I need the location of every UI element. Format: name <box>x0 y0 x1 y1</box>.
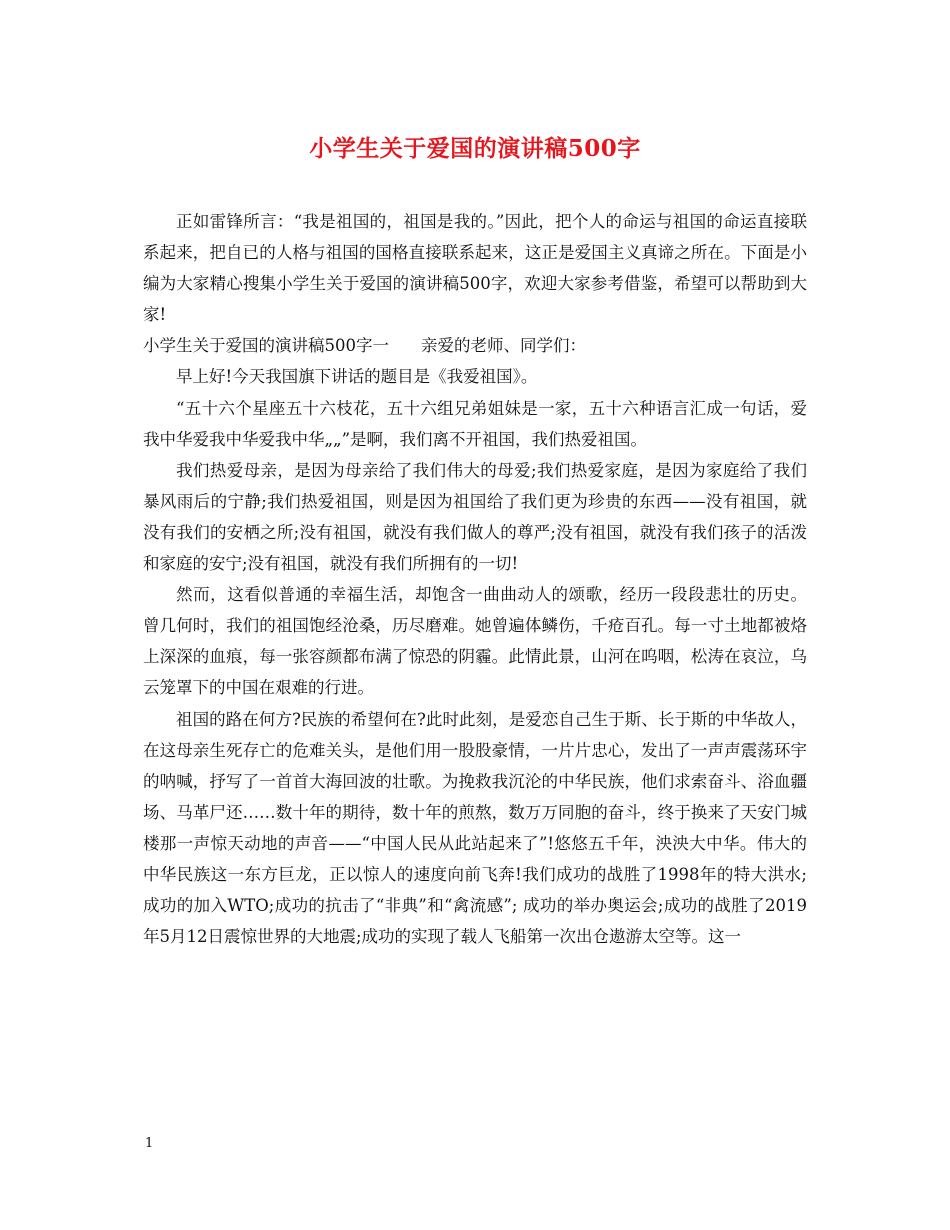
page-number: 1 <box>145 1136 154 1151</box>
love-paragraph: 我们热爱母亲，是因为母亲给了我们伟大的母爱;我们热爱家庭，是因为家庭给了我们暴风雨后的宁静;我们热爱祖国，则是因为祖国给了我们更为珍贵的东西——没有祖国，就没有我们的安栖之所;没有祖国，就没有我们做人的尊严;没有祖国，就没有我们孩子的活泼和家庭的安宁;没有祖国，就没有我们所拥有的一切! <box>143 460 807 574</box>
document-title: 小学生关于爱国的演讲稿500字 <box>309 135 641 162</box>
history-paragraph: 然而，这看似普通的幸福生活，却饱含一曲曲动人的颂歌，经历一段段悲壮的历史。 曾几何时，我们的祖国饱经沧桑，历尽磨难。她曾遍体鳞伤，千疮百孔。每一寸土地都被烙上深深的血痕，每一张容颜都布满了惊恐的阴霾。此情此景，山河在呜咽，松涛在哀泣，乌云笼罩下的中国在艰难的行进。 <box>143 585 807 698</box>
intro-paragraph: 正如雷锋所言：“我是祖国的，祖国是我的。”因此，把个人的命运与祖国的命运直接联系起来，把自已的人格与祖国的国格直接联系起来，这正是爱国主义真谛之所在。下面是小编为大家精心搜集小学生关于爱国的演讲稿500字，欢迎大家参考借鉴，希望可以帮助到大家! <box>143 212 807 325</box>
section-heading-line <box>143 330 807 361</box>
greeting-paragraph: 早上好!今天我国旗下讲话的题目是《我爱祖国》。 <box>176 367 538 387</box>
achievement-paragraph: 祖国的路在何方?民族的希望何在?此时此刻，是爱恋自己生于斯、长于斯的中华故人，在这母亲生死存亡的危难关头，是他们用一股股豪情，一片片忠心，发出了一声声震荡环宇的呐喊，抒写了一首首大海回波的壮歌。为挽救我沉沦的中华民族，他们求索奋斗、浴血疆场、马革尸还……数十年的期待，数十年的煎熬，数万万同胞的奋斗，终于换来了天安门城楼那一声惊天动地的声音——“中国人民从此站起来了”!悠悠五千年，泱泱大中华。伟大的中华民族这一东方巨龙，正以惊人的速度向前飞奔!我们成功的战胜了1998年的特大洪水;成功的加入WTO;成功的抗击了“非典”和“禽流感”; 成功的举办奥运会;成功的战胜了2019年5月12日震惊世界的大地震;成功的实现了载人飞船第一次出仓遨游太空等。这一 <box>143 709 807 947</box>
section-heading: 小学生关于爱国的演讲稿500字一 <box>143 336 389 356</box>
salutation: 亲爱的老师、同学们： <box>421 336 586 356</box>
song-paragraph: “五十六个星座五十六枝花，五十六组兄弟姐妹是一家，五十六种语言汇成一句话，爱我中华爱我中华爱我中华„„”是啊，我们离不开祖国，我们热爱祖国。 <box>143 398 807 449</box>
document-body <box>143 206 807 952</box>
